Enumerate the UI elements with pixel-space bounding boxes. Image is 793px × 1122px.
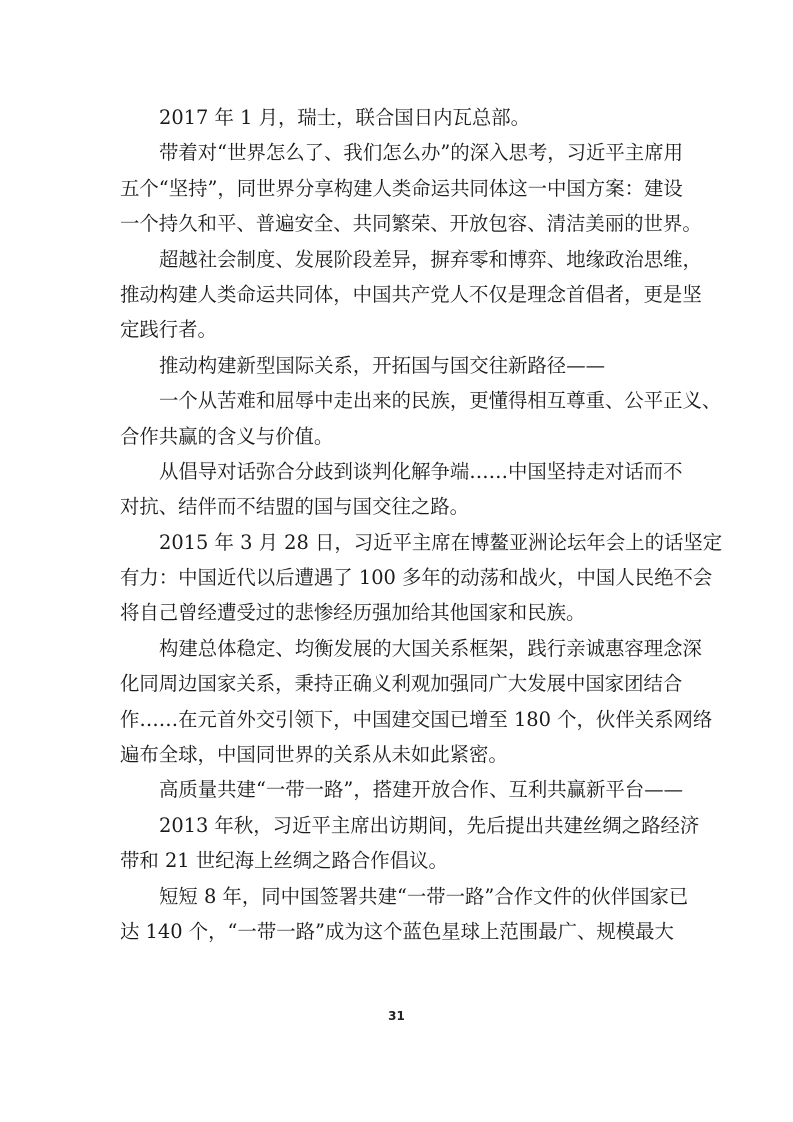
text-line: 将自己曾经遭受过的悲惨经历强加给其他国家和民族。: [120, 601, 586, 625]
text-line: 推动构建人类命运共同体，中国共产党人不仅是理念首倡者，更是坚: [120, 282, 702, 306]
paragraph: [120, 348, 673, 383]
text-line: 有力：中国近代以后遭遇了 100 多年的动荡和战火，中国人民绝不会: [120, 566, 713, 590]
text-line: 高质量共建“一带一路”，搭建开放合作、互利共赢新平台——: [159, 778, 683, 802]
text-line: 定践行者。: [120, 318, 217, 342]
text-line: 2015 年 3 月 28 日，习近平主席在博鳌亚洲论坛年会上的话坚定: [159, 530, 723, 554]
paragraph: [120, 135, 702, 241]
text-line: 遍布全球，中国同世界的关系从未如此紧密。: [120, 743, 508, 767]
text-line: 短短 8 年，同中国签署共建“一带一路”合作文件的伙伴国家已: [159, 884, 689, 908]
paragraph: [120, 383, 722, 454]
paragraph: [120, 454, 683, 525]
paragraph: [120, 808, 700, 879]
text-line: 达 140 个，“一带一路”成为这个蓝色星球上范围最广、规模最大: [120, 919, 674, 943]
text-line: 一个从苦难和屈辱中走出来的民族，更懂得相互尊重、公平正义、: [159, 389, 722, 413]
text-line: 从倡导对话弥合分歧到谈判化解争端……中国坚持走对话而不: [159, 459, 683, 483]
text-line: 带和 21 世纪海上丝绸之路合作倡议。: [120, 849, 448, 873]
paragraph: [120, 631, 713, 773]
paragraph: [120, 879, 689, 950]
text-line: 五个“坚持”，同世界分享构建人类命运共同体这一中国方案：建设: [120, 176, 683, 200]
text-line: 带着对“世界怎么了、我们怎么办”的深入思考，习近平主席用: [159, 141, 683, 165]
text-line: 推动构建新型国际关系，开拓国与国交往新路径——: [159, 353, 605, 377]
paragraph: [120, 100, 673, 135]
document-body: [120, 100, 723, 949]
text-line: 合作共赢的含义与价值。: [120, 424, 334, 448]
text-line: 对抗、结伴而不结盟的国与国交往之路。: [120, 495, 470, 519]
text-line: 超越社会制度、发展阶段差异，摒弃零和博弈、地缘政治思维，: [159, 247, 702, 271]
paragraph: [120, 242, 702, 348]
text-line: 一个持久和平、普遍安全、共同繁荣、开放包容、清洁美丽的世界。: [120, 212, 702, 236]
text-line: 化同周边国家关系，秉持正确义利观加强同广大发展中国家团结合: [120, 672, 683, 696]
paragraph: [120, 772, 683, 807]
text-line: 构建总体稳定、均衡发展的大国关系框架，践行亲诚惠容理念深: [159, 636, 702, 660]
paragraph: [120, 525, 723, 631]
text-line: 2017 年 1 月，瑞士，联合国日内瓦总部。: [159, 106, 531, 129]
text-line: 2013 年秋，习近平主席出访期间，先后提出共建丝绸之路经济: [159, 813, 700, 837]
text-line: 作……在元首外交引领下，中国建交国已增至 180 个，伙伴关系网络: [120, 707, 713, 731]
page-number: 31: [388, 1009, 405, 1023]
